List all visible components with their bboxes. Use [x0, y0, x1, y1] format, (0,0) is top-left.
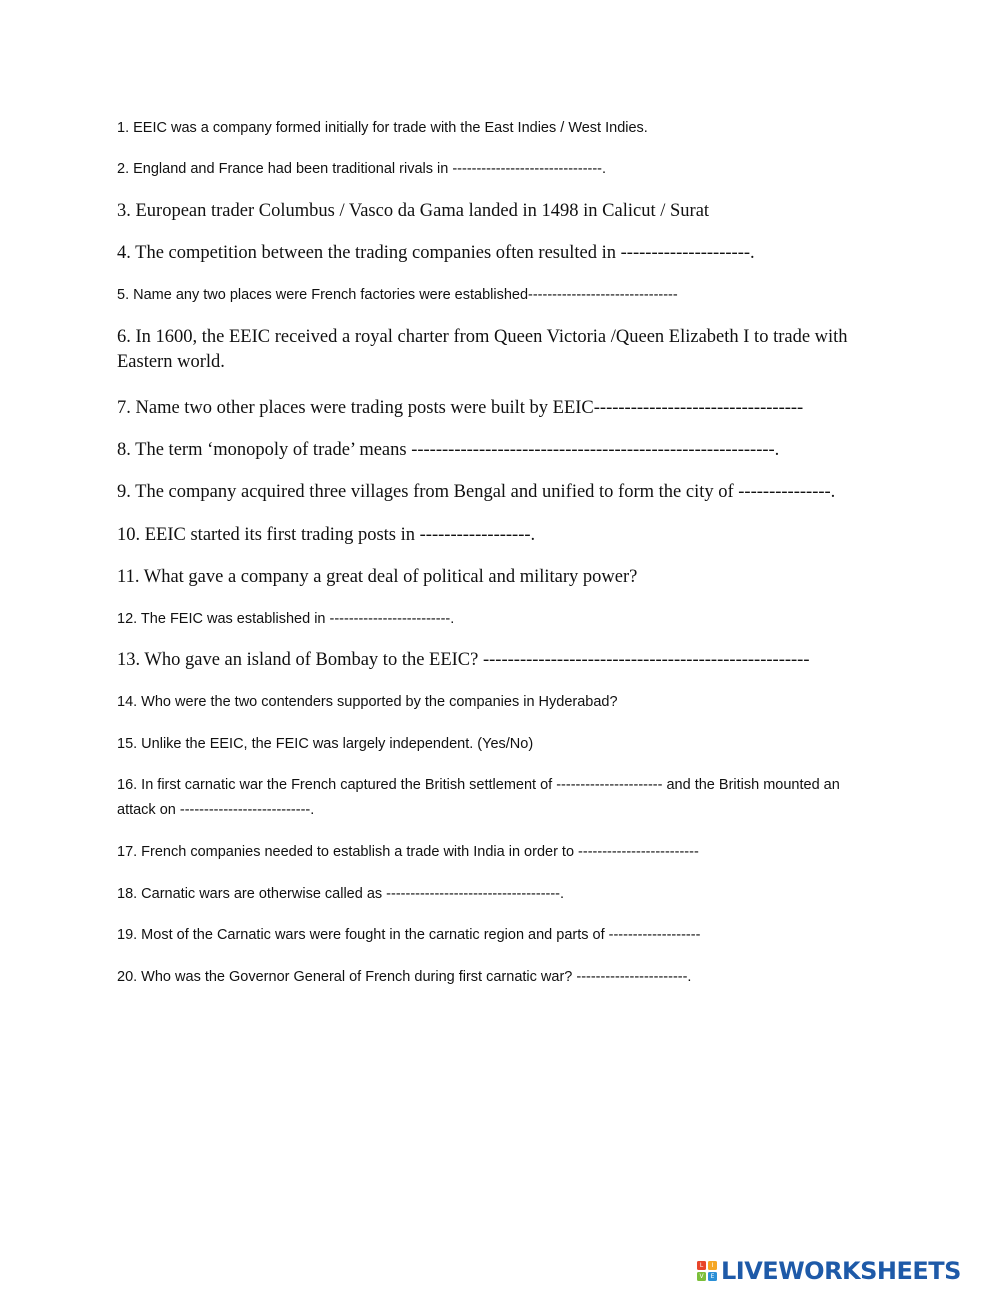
question-15: 15. Unlike the EEIC, the FEIC was largely independent. (Yes/No) [117, 736, 534, 752]
logo-mark-e: E [708, 1272, 717, 1281]
question-9: 9. The company acquired three villages from Bengal and unified to form the city of ---------------. [117, 482, 836, 502]
question-1: 1. EEIC was a company formed initially for trade with the East Indies / West Indies. [117, 120, 648, 136]
question-13: 13. Who gave an island of Bombay to the EEIC? ----------------------------------------------------- [117, 650, 810, 670]
question-19: 19. Most of the Carnatic wars were fought in the carnatic region and parts of ------------------- [117, 927, 701, 943]
question-17: 17. French companies needed to establish a trade with India in order to ------------------------- [117, 844, 699, 860]
logo-mark-icon [697, 1261, 717, 1281]
question-16: 16. In first carnatic war the French captured the British settlement of ---------------------- and the British mounted an attack on ---------------------------. [117, 777, 840, 818]
question-20: 20. Who was the Governor General of French during first carnatic war? -----------------------. [117, 969, 692, 985]
question-5: 5. Name any two places were French factories were established------------------------------- [117, 287, 678, 303]
question-7: 7. Name two other places were trading posts were built by EEIC---------------------------------- [117, 398, 804, 418]
question-11: 11. What gave a company a great deal of political and military power? [117, 567, 638, 587]
question-6: 6. In 1600, the EEIC received a royal charter from Queen Victoria /Queen Elizabeth I to trade with Eastern world. [117, 327, 848, 372]
question-8: 8. The term ‘monopoly of trade’ means -----------------------------------------------------------. [117, 440, 780, 460]
logo-mark-i: I [708, 1261, 717, 1270]
question-18: 18. Carnatic wars are otherwise called as ------------------------------------. [117, 886, 565, 902]
liveworksheets-logo [697, 1256, 961, 1286]
question-10: 10. EEIC started its first trading posts in ------------------. [117, 525, 536, 545]
question-14: 14. Who were the two contenders supported by the companies in Hyderabad? [117, 694, 618, 710]
logo-mark-v: V [697, 1272, 706, 1281]
question-3: 3. European trader Columbus / Vasco da Gama landed in 1498 in Calicut / Surat [117, 201, 710, 221]
logo-mark-l: L [697, 1261, 706, 1270]
question-12: 12. The FEIC was established in -------------------------. [117, 611, 455, 627]
question-4: 4. The competition between the trading companies often resulted in ---------------------. [117, 243, 755, 263]
logo-text: LIVEWORKSHEETS [721, 1257, 961, 1285]
question-2: 2. England and France had been traditional rivals in -------------------------------. [117, 161, 607, 177]
